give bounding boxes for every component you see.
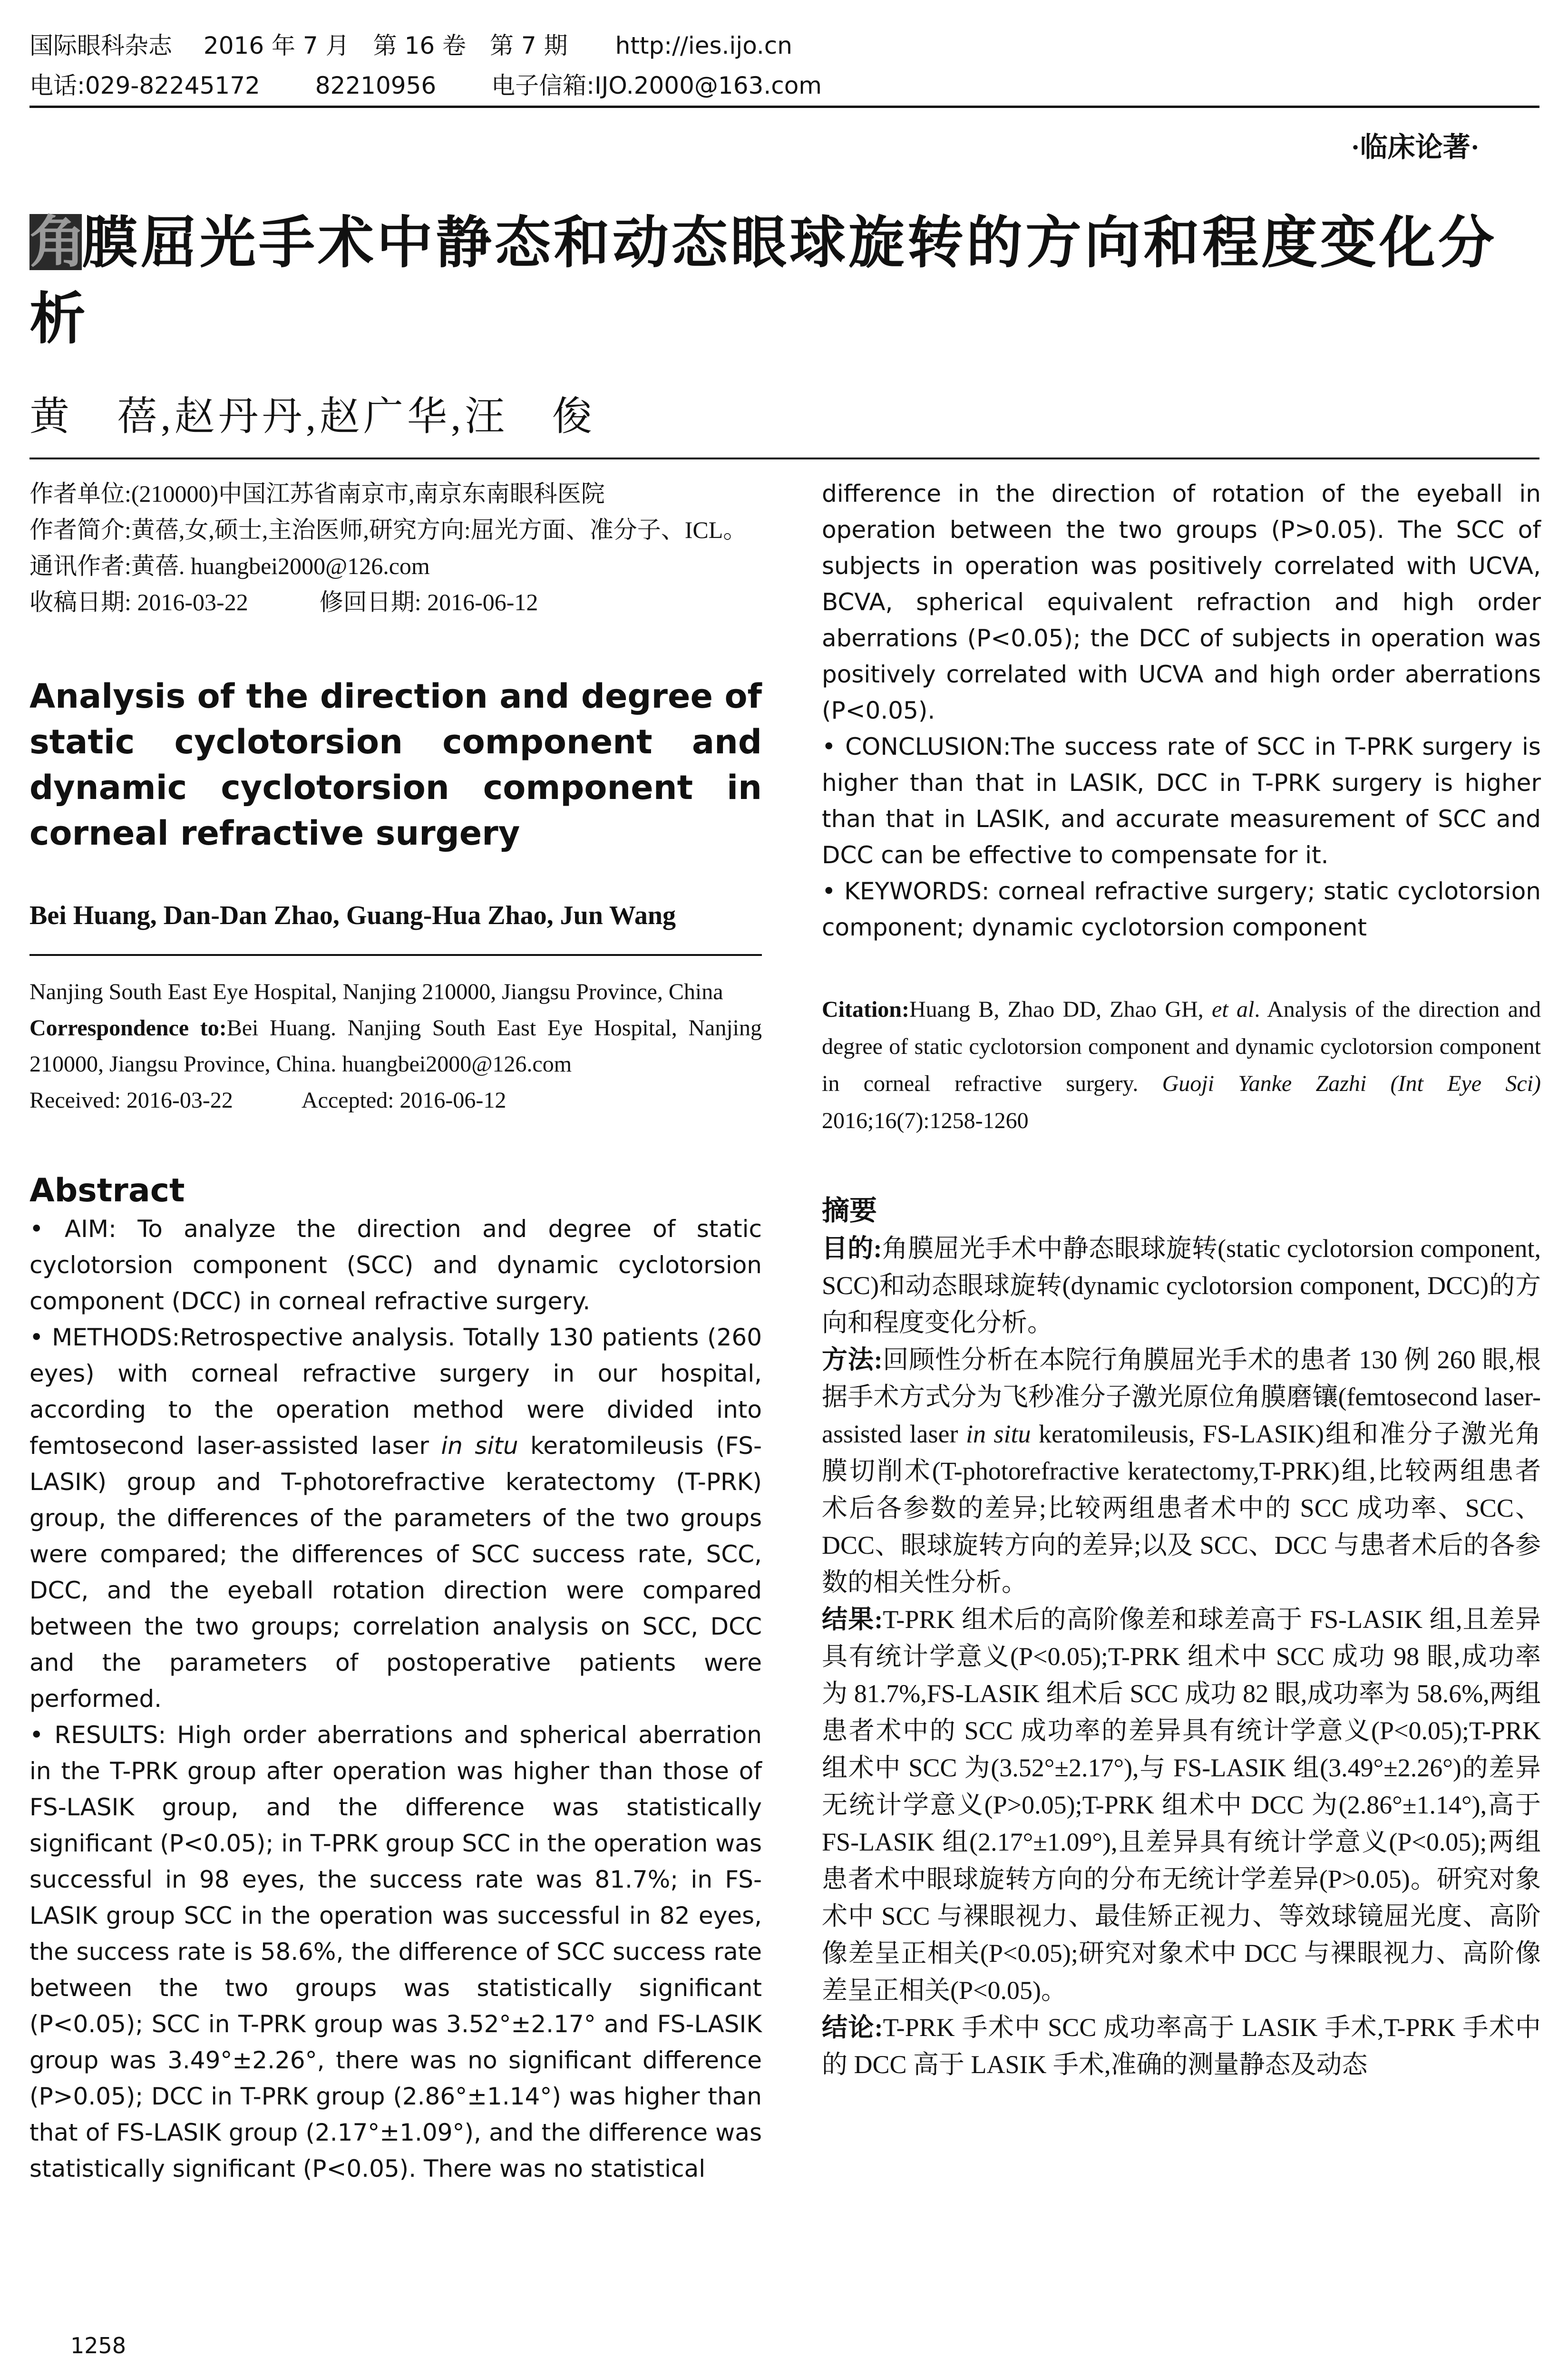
- conclusion-label: • CONCLUSION:: [822, 733, 1011, 760]
- section-tag: ·临床论著·: [1351, 132, 1480, 163]
- affiliation-divider: [29, 954, 762, 956]
- results-text: High order aberrations and spherical aberration in the T-PRK group after operation was higher than those of FS-LASIK group, and the difference was statistically significant (P<0.05); in T-PRK group SCC in the operation was successful in 98 eyes, the success rate was 81.7%; in FS-LASIK group SCC in the operation was successful in 82 eyes, the success rate is 58.6%, the difference of SCC success rate between the two groups was statistically significant (P<0.05); SCC in T-PRK group was 3.52°±2.17° and FS-LASIK group was 3.49°±2.26°, there was no significant difference (P>0.05); DCC in T-PRK group (2.86°±1.14°) was higher than that of FS-LASIK group (2.17°±1.09°), and the difference was statistically significant (P<0.05). There was no statistical: [29, 1721, 762, 2182]
- cn-results-label: 结果:: [822, 1605, 883, 1634]
- cn-abstract-methods: [822, 1341, 1541, 1601]
- cn-methods-label: 方法:: [822, 1345, 883, 1374]
- keywords-label: • KEYWORDS:: [822, 877, 990, 905]
- cn-aim-label: 目的:: [822, 1234, 882, 1263]
- right-column: [822, 476, 1541, 2083]
- affiliation-block: [29, 974, 762, 1119]
- abstract-aim: [29, 1211, 762, 1319]
- cn-methods-text-2: keratomileusis, FS-LASIK)组和准分子激光角膜切削术(T-photorefractive keratectomy,T-PRK)组,比较两组患者术后各参数的差异;比较两组患者术中的 SCC 成功率、SCC、DCC、眼球旋转方向的差异;以及 SCC、DCC 与患者术后的各参数的相关性分析。: [822, 1420, 1541, 1597]
- results-continued: difference in the direction of rotation of the eyeball in operation between the two groups (P>0.05). The SCC of subjects in operation was positively correlated with UCVA, BCVA, spherical equivalent refraction and high order aberrations (P<0.05); the DCC of subjects in operation was positively correlated with UCVA and high order aberrations (P<0.05).: [822, 480, 1541, 724]
- cn-abstract-heading: 摘要: [822, 1195, 877, 1226]
- abstract-keywords: [822, 873, 1541, 945]
- cn-abstract-aim: [822, 1230, 1541, 1341]
- citation-text-3: 2016;16(7):1258-1260: [822, 1108, 1029, 1133]
- abstract-heading: Abstract: [29, 1172, 185, 1209]
- article-title: [29, 205, 1542, 357]
- english-title: Analysis of the direction and degree of static cyclotorsion component and dynamic cyclotorsion component in corneal refractive surgery: [29, 677, 762, 853]
- citation-journal: Guoji Yanke Zazhi (Int Eye Sci): [1162, 1071, 1541, 1096]
- left-column: [29, 476, 762, 2187]
- methods-label: • METHODS:: [29, 1324, 180, 1351]
- cn-conclusion-label: 结论:: [822, 2013, 883, 2042]
- citation-text-1: Huang B, Zhao DD, Zhao GH,: [909, 997, 1212, 1022]
- english-authors: Bei Huang, Dan-Dan Zhao, Guang-Hua Zhao, Jun Wang: [29, 901, 676, 930]
- abstract-conclusion: [822, 729, 1541, 873]
- citation: [822, 991, 1541, 1140]
- title-first-char: 角: [29, 209, 89, 275]
- author-unit: 作者单位:(210000)中国江苏省南京市,南京东南眼科医院: [29, 480, 605, 507]
- authors-divider: [29, 458, 1539, 459]
- header-divider: [29, 106, 1539, 108]
- cn-results-text: T-PRK 组术后的高阶像差和球差高于 FS-LASIK 组,且差异具有统计学意义(P<0.05);T-PRK 组术中 SCC 成功 98 眼,成功率为 81.7%,FS-LASIK 组术后 SCC 成功 82 眼,成功率为 58.6%,两组患者术中的 SCC 成功率的差异具有统计学意义(P<0.05);T-PRK 组术中 SCC 为(3.52°±2.17°),与 FS-LASIK 组(3.49°±2.26°)的差异无统计学意义(P>0.05);T-PRK 组术中 DCC 为(2.86°±1.14°),高于 FS-LASIK 组(2.17°±1.09°),且差异具有统计学意义(P<0.05);两组患者术中眼球旋转方向的分布无统计学差异(P>0.05)。研究对象术中 SCC 与裸眼视力、最佳矫正视力、等效球镜屈光度、高阶像差呈正相关(P<0.05);研究对象术中 DCC 与裸眼视力、高阶像差呈正相关(P<0.05)。: [822, 1605, 1541, 2005]
- corresponding-author: 通讯作者:黄蓓. huangbei2000@126.com: [29, 553, 430, 579]
- cn-methods-text-1: 回顾性分析在本院行角膜屈光手术的患者 130 例 260 眼,根据手术方式分为飞秒准分子激光原位角膜磨镶(femtosecond laser-assisted laser: [822, 1345, 1541, 1448]
- abstract-methods: [29, 1319, 762, 1717]
- page-number: 1258: [70, 2333, 127, 2358]
- cn-conclusion-text: T-PRK 手术中 SCC 成功率高于 LASIK 手术,T-PRK 手术中的 DCC 高于 LASIK 手术,准确的测量静态及动态: [822, 2013, 1541, 2079]
- received-accepted: Received: 2016-03-22 Accepted: 2016-06-12: [29, 1088, 506, 1113]
- cn-abstract-results: [822, 1601, 1541, 2009]
- journal-header-line-2: 电话:029-82245172 82210956 电子信箱:IJO.2000@163.com: [29, 72, 822, 99]
- received-dates-cn: 收稿日期: 2016-03-22 修回日期: 2016-06-12: [29, 589, 538, 615]
- journal-header-line-1: 国际眼科杂志 2016 年 7 月 第 16 卷 第 7 期 http://ies.ijo.cn: [29, 32, 792, 59]
- methods-text-2: keratomileusis (FS-LASIK) group and T-photorefractive keratectomy (T-PRK) group, the differences of the parameters of the two groups were compared; the differences of SCC success rate, SCC, DCC, and the eyeball rotation direction were compared between the two groups; correlation analysis on SCC, DCC and the parameters of postoperative patients were performed.: [29, 1432, 762, 1713]
- keywords-text: corneal refractive surgery; static cyclotorsion component; dynamic cyclotorsion component: [822, 877, 1541, 941]
- correspondence: [29, 1010, 762, 1082]
- results-label: • RESULTS:: [29, 1721, 166, 1749]
- abstract-results: [29, 1717, 762, 2187]
- author-intro: 作者简介:黄蓓,女,硕士,主治医师,研究方向:屈光方面、准分子、ICL。: [29, 516, 747, 543]
- citation-et-al: et al: [1212, 997, 1255, 1022]
- correspondence-text: Bei Huang. Nanjing South East Eye Hospital, Nanjing 210000, Jiangsu Province, China. huangbei2000@126.com: [29, 1015, 762, 1077]
- methods-italic: in situ: [441, 1432, 518, 1460]
- affiliation: Nanjing South East Eye Hospital, Nanjing 210000, Jiangsu Province, China: [29, 979, 723, 1004]
- conclusion-text: The success rate of SCC in T-PRK surgery is higher than that in LASIK, DCC in T-PRK surgery is higher than that in LASIK, and accurate measurement of SCC and DCC can be effective to compensate for it.: [822, 733, 1541, 869]
- methods-text-1: Retrospective analysis. Totally 130 patients (260 eyes) with corneal refractive surgery in our hospital, according to the operation method were divided into femtosecond laser-assisted laser: [29, 1324, 762, 1460]
- title-rest: 膜屈光手术中静态和动态眼球旋转的方向和程度变化分析: [29, 210, 1498, 351]
- cn-abstract-conclusion: [822, 2009, 1541, 2083]
- cn-methods-italic: in situ: [965, 1420, 1031, 1448]
- aim-label: • AIM:: [29, 1215, 117, 1243]
- aim-text: To analyze the direction and degree of static cyclotorsion component (SCC) and dynamic cyclotorsion component (DCC) in corneal refractive surgery.: [29, 1215, 762, 1315]
- authors-cn: 黄 蓓,赵丹丹,赵广华,汪 俊: [29, 395, 596, 439]
- correspondence-label: Correspondence to:: [29, 1015, 227, 1041]
- citation-text-2: . Analysis of the direction and degree of static cyclotorsion component and dynamic cyclotorsion component in corneal refractive surgery.: [822, 997, 1541, 1096]
- citation-label: Citation:: [822, 997, 909, 1022]
- cn-aim-text: 角膜屈光手术中静态眼球旋转(static cyclotorsion component, SCC)和动态眼球旋转(dynamic cyclotorsion component, DCC)的方向和程度变化分析。: [822, 1234, 1541, 1337]
